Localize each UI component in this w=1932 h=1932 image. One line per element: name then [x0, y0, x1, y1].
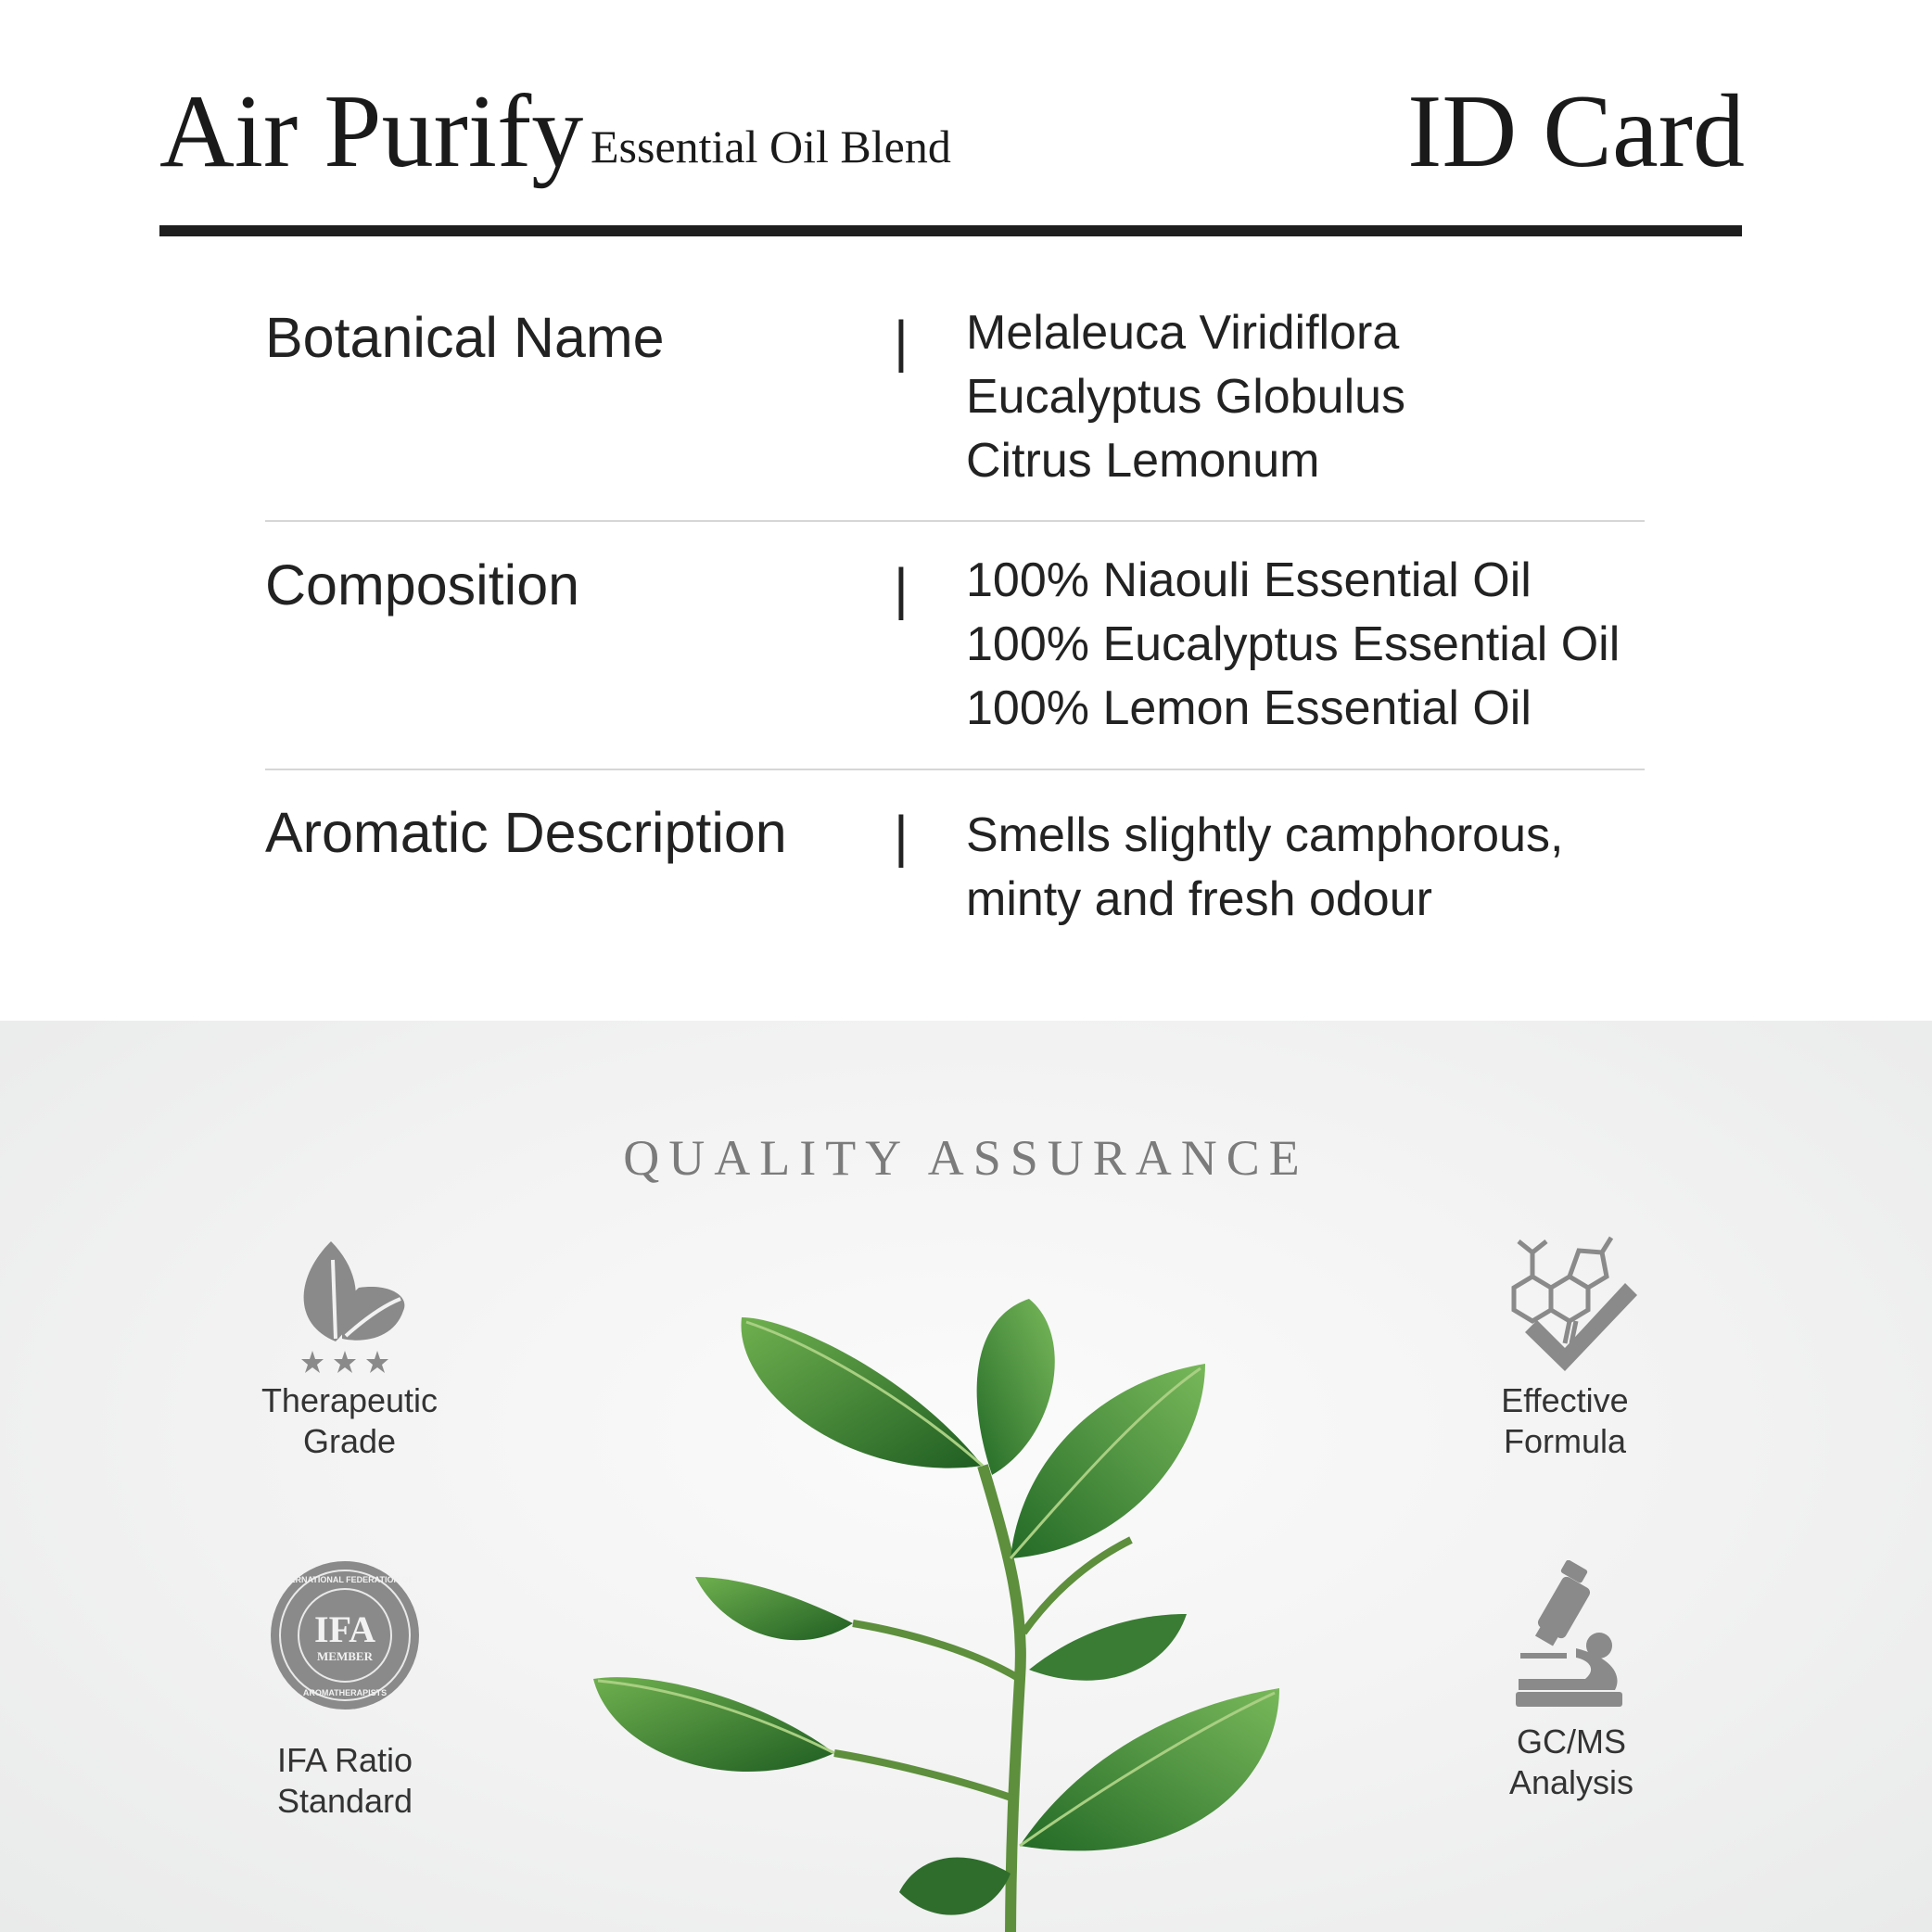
badge-therapeutic-grade	[239, 1232, 460, 1462]
badge-label: Therapeutic	[261, 1381, 439, 1419]
badge-effective-formula	[1472, 1232, 1658, 1462]
title-rule	[159, 225, 1742, 236]
row-value: Smells slightly camphorous,	[966, 808, 1564, 862]
row-value: Melaleuca Viridiflora	[966, 306, 1400, 360]
row-value: Eucalyptus Globulus	[966, 370, 1406, 424]
row-value: 100% Lemon Essential Oil	[966, 681, 1532, 735]
badge-label: Analysis	[1508, 1763, 1634, 1801]
seal-text-top: INTERNATIONAL FEDERATION OF	[276, 1575, 413, 1584]
badge-label: Formula	[1503, 1422, 1627, 1460]
product-name: Air Purify	[159, 74, 584, 189]
row-separator: |	[894, 557, 909, 620]
row-label: Aromatic Description	[265, 801, 787, 864]
row-values	[966, 549, 1620, 741]
product-type: Essential Oil Blend	[591, 121, 951, 172]
badge-label: GC/MS	[1516, 1722, 1626, 1760]
badge-label: Effective	[1501, 1381, 1629, 1419]
row-values	[966, 301, 1405, 493]
row-value: Citrus Lemonum	[966, 434, 1320, 488]
row-value: 100% Niaouli Essential Oil	[966, 553, 1532, 607]
row-divider	[265, 520, 1645, 522]
row-value: minty and fresh odour	[966, 872, 1432, 926]
quality-assurance-section	[0, 1021, 1932, 1932]
molecule-check-icon	[1491, 1232, 1639, 1380]
plant-image	[575, 1280, 1335, 1932]
badge-label: Grade	[302, 1422, 397, 1460]
row-separator: |	[894, 310, 909, 373]
microscope-icon	[1511, 1560, 1632, 1709]
badge-label: Standard	[276, 1782, 413, 1820]
quality-title: QUALITY ASSURANCE	[623, 1130, 1309, 1186]
badge-gcms-analysis	[1483, 1560, 1659, 1803]
row-values	[966, 804, 1563, 932]
row-label: Botanical Name	[265, 306, 665, 369]
card-title: ID Card	[1407, 74, 1745, 189]
row-separator: |	[894, 805, 909, 868]
row-value: 100% Eucalyptus Essential Oil	[966, 617, 1621, 671]
seal-text-ifa: IFA	[314, 1608, 375, 1650]
row-label: Composition	[265, 553, 580, 616]
badge-label: IFA Ratio	[276, 1741, 413, 1779]
seal-text-member: MEMBER	[317, 1649, 373, 1663]
leaf-stars-icon	[285, 1232, 414, 1380]
seal-text-bottom: AROMATHERAPISTS	[302, 1688, 388, 1697]
row-divider	[265, 769, 1645, 770]
badge-ifa-ratio-standard	[248, 1557, 441, 1822]
ifa-seal-icon	[266, 1557, 424, 1714]
